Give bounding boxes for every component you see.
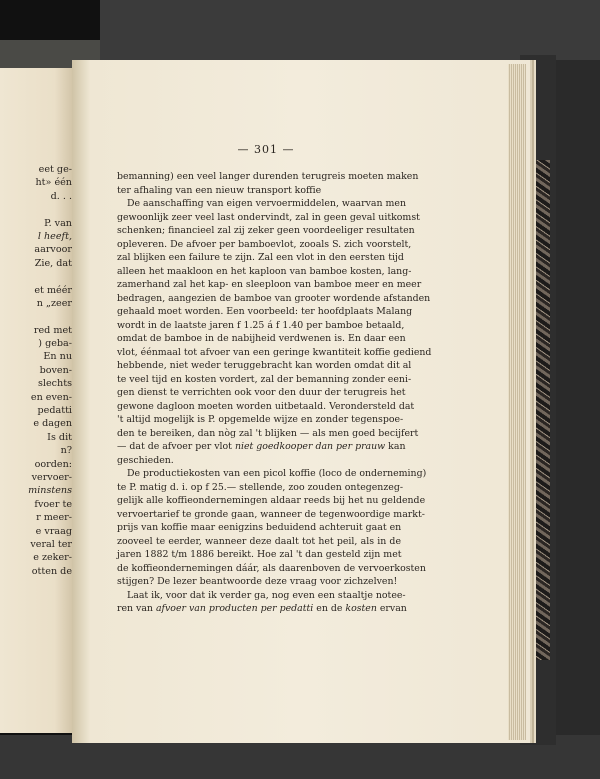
left-fragment-line — [0, 310, 72, 323]
text-line: geschieden. — [117, 454, 174, 466]
text-line: gewoonlijk zeer veel last ondervindt, zal in geen geval uitkomst — [117, 211, 420, 223]
left-fragment-line: oorden: — [34, 458, 72, 470]
text-line: gelijk alle koffieondernemingen aldaar reeds bij het nu geldende — [117, 495, 426, 506]
text-line: vervoertarief te gronde gaan, wanneer de tegenwoordige markt- — [117, 508, 425, 520]
text-line: ter afhaling van een nieuw transport koffie — [117, 184, 322, 196]
left-fragment-line: fvoer te — [34, 498, 72, 510]
left-fragment-line: red met — [33, 324, 72, 336]
text-line: vlot, éénmaal tot afvoer van een geringe kwantiteit koffie gediend — [117, 346, 432, 358]
text-line: omdat de bamboe in de nabijheid verdwenen is. En daar een — [117, 333, 406, 344]
left-fragment-line: P. van — [44, 217, 72, 229]
text-line: opleveren. De afvoer per bamboevlot, zooals S. zich voorstelt, — [117, 238, 412, 250]
text-line: wordt in de laatste jaren f 1.25 á f 1.40 per bamboe betaald, — [117, 319, 405, 331]
text-line: prijs van koffie maar eenigzins beduidend achteruit gaat en — [117, 522, 402, 533]
text-line: bemanning) een veel langer durenden terugreis moeten maken — [117, 171, 419, 182]
left-fragment-line: en even- — [30, 391, 72, 403]
text-line: schenken; financieel zal zij zeker geen voordeeliger resultaten — [117, 225, 415, 236]
left-fragment-line: Is dit — [47, 431, 72, 443]
text-line: zal blijken een failure te zijn. Zal een vlot in den eersten tijd — [117, 252, 404, 263]
text-line: gehaald moet worden. Een voorbeeld: ter hoofdplaats Malang — [117, 306, 413, 317]
text-line: gewone dagloon moeten worden uitbetaald. Verondersteld dat — [117, 400, 415, 412]
italic-phrase: afvoer van producten per pedatti — [155, 603, 314, 614]
text-line: 't altijd mogelijk is P. opgemelde wijze en zonder tegenspoe- — [117, 414, 404, 425]
text-line: bedragen, aangezien de bamboe van grooter wordende afstanden — [117, 292, 431, 304]
left-page-text-fragments — [0, 163, 72, 578]
italic-phrase: kosten — [345, 603, 377, 614]
left-fragment-line: otten de — [31, 565, 72, 577]
text-line: De productiekosten van een picol koffie (loco de onderneming) — [127, 468, 427, 479]
italic-phrase: niet goedkooper dan per prauw — [234, 441, 386, 452]
left-fragment-line: ) geba- — [38, 338, 72, 350]
left-fragment-line: boven- — [39, 364, 72, 376]
text-line: De aanschaffing van eigen vervoermiddelen, waarvan men — [127, 198, 406, 209]
body-text — [117, 170, 432, 616]
left-fragment-line: ht» één — [35, 177, 72, 189]
left-fragment-line: eet ge- — [38, 164, 72, 175]
text-line: te P. matig d. i. op f 25.— stellende, zoo zouden ontegenzeg- — [117, 481, 404, 493]
left-fragment-line: pedatti — [37, 405, 72, 417]
left-fragment-line — [0, 203, 72, 216]
marbled-cover — [530, 160, 550, 660]
left-fragment-line — [0, 270, 72, 283]
left-fragment-line: r meer- — [36, 512, 72, 524]
text-line: hebbende, niet weder teruggebracht kan worden omdat dit al — [117, 360, 412, 371]
text-line: den te bereiken, dan nòg zal 't blijken — als men goed becijfert — [117, 427, 419, 439]
left-fragment-line: aarvoor — [34, 244, 72, 256]
text-line: Laat ik, voor dat ik verder ga, nog even een staaltje notee- — [127, 589, 406, 601]
page-edges — [508, 64, 526, 740]
left-fragment-line: n? — [60, 445, 72, 457]
left-fragment-line: veral ter — [30, 538, 72, 550]
text-line: alleen het maakloon en het kaploon van bamboe kosten, lang- — [117, 265, 412, 277]
left-fragment-line: Zie, dat — [34, 257, 72, 269]
text-line: zooveel te eerder, wanneer deze daalt tot het peil, als in de — [117, 535, 401, 547]
text-line: te veel tijd en kosten vordert, zal der bemanning zonder eeni- — [117, 373, 412, 385]
left-fragment-line: n „zeer — [36, 297, 72, 309]
left-fragment-line: e dagen — [33, 418, 72, 430]
left-fragment-line: slechts — [38, 378, 72, 390]
left-fragment-line: e zeker- — [33, 552, 72, 564]
text-line: gen dienst te verrichten ook voor den duur der terugreis het — [117, 387, 406, 398]
backdrop-top — [100, 0, 600, 60]
left-fragment-line: et méér — [34, 284, 72, 296]
text-line: zamerhand zal het kap- en sleeploon van bamboe meer en meer — [117, 279, 422, 290]
text-line: de koffieondernemingen dáár, als daarenboven de vervoerkosten — [117, 562, 426, 574]
text-line: jaren 1882 t/m 1886 bereikt. Hoe zal 't dan gesteld zijn met — [117, 549, 402, 560]
left-fragment-line: e vraag — [35, 525, 72, 537]
text-line: — dat de afvoer per vlot niet goedkooper dan per prauw kan — [117, 441, 406, 452]
left-fragment-line: En nu — [43, 351, 72, 363]
left-fragment-line: l heeft, — [37, 230, 72, 242]
left-fragment-line: vervoer- — [31, 471, 72, 483]
left-fragment-line: d. . . — [50, 190, 72, 202]
text-line: ren van afvoer van producten per pedatti en de kosten ervan — [117, 603, 407, 614]
text-line: stijgen? De lezer beantwoorde deze vraag voor zichzelven! — [117, 576, 398, 587]
page-number: — 301 — — [237, 143, 295, 156]
left-fragment-line: minstens — [28, 485, 72, 497]
